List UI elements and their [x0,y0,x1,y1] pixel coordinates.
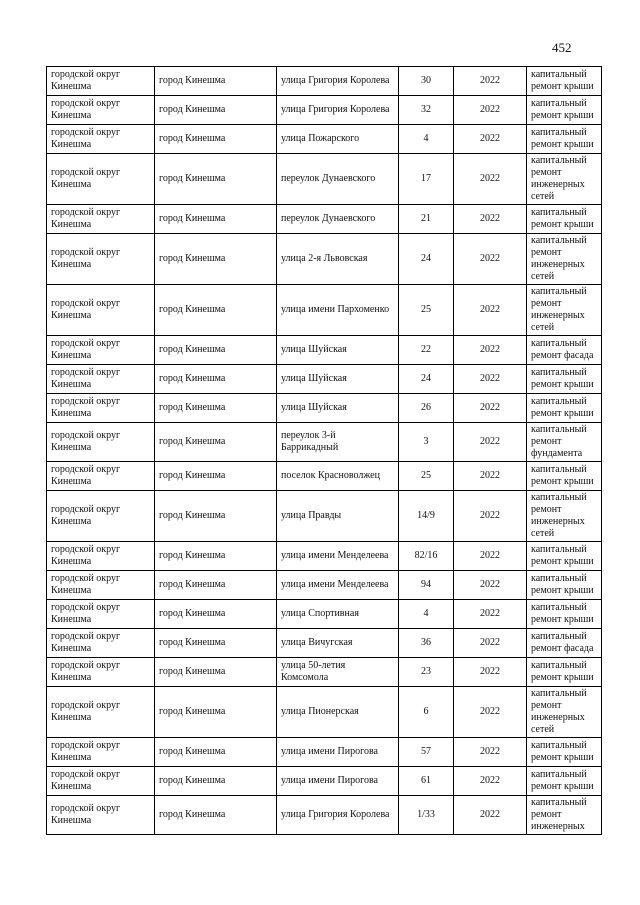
house-number-cell: 23 [399,658,454,687]
municipality-cell: городской округ Кинешма [47,423,155,462]
work-type-cell: капитальный ремонт фасада [527,336,602,365]
work-type-cell: капитальный ремонт крыши [527,125,602,154]
house-number-cell: 1/33 [399,796,454,835]
table-row [47,125,602,154]
work-type-cell: капитальный ремонт инженерных сетей [527,154,602,205]
municipality-cell: городской округ Кинешма [47,629,155,658]
municipality-cell: городской округ Кинешма [47,600,155,629]
municipality-cell: городской округ Кинешма [47,796,155,835]
house-number-cell: 21 [399,205,454,234]
work-type-cell: капитальный ремонт инженерных сетей [527,491,602,542]
table-row [47,336,602,365]
street-cell: улица Григория Королева [277,96,399,125]
work-type-cell: капитальный ремонт крыши [527,542,602,571]
table-row [47,796,602,835]
table-row [47,738,602,767]
city-cell: город Кинешма [155,600,277,629]
house-number-cell: 30 [399,67,454,96]
table-row [47,423,602,462]
year-cell: 2022 [454,658,527,687]
table-row [47,542,602,571]
year-cell: 2022 [454,571,527,600]
street-cell: улица Правды [277,491,399,542]
year-cell: 2022 [454,205,527,234]
year-cell: 2022 [454,96,527,125]
work-type-cell: капитальный ремонт крыши [527,738,602,767]
house-number-cell: 17 [399,154,454,205]
year-cell: 2022 [454,738,527,767]
street-cell: улица имени Менделеева [277,571,399,600]
street-cell: улица Спортивная [277,600,399,629]
city-cell: город Кинешма [155,658,277,687]
city-cell: город Кинешма [155,796,277,835]
work-type-cell: капитальный ремонт крыши [527,67,602,96]
municipality-cell: городской округ Кинешма [47,738,155,767]
table-row [47,96,602,125]
city-cell: город Кинешма [155,125,277,154]
city-cell: город Кинешма [155,629,277,658]
year-cell: 2022 [454,542,527,571]
street-cell: переулок Дунаевского [277,154,399,205]
table-row [47,285,602,336]
street-cell: улица Пионерская [277,687,399,738]
year-cell: 2022 [454,462,527,491]
street-cell: улица 2-я Львовская [277,234,399,285]
house-number-cell: 4 [399,125,454,154]
table-row [47,571,602,600]
municipality-cell: городской округ Кинешма [47,336,155,365]
housing-repair-table [46,66,602,835]
street-cell: поселок Красноволжец [277,462,399,491]
street-cell: улица имени Менделеева [277,542,399,571]
street-cell: улица имени Пирогова [277,738,399,767]
table-row [47,234,602,285]
municipality-cell: городской округ Кинешма [47,491,155,542]
year-cell: 2022 [454,600,527,629]
street-cell: улица Григория Королева [277,67,399,96]
municipality-cell: городской округ Кинешма [47,394,155,423]
house-number-cell: 6 [399,687,454,738]
year-cell: 2022 [454,394,527,423]
house-number-cell: 26 [399,394,454,423]
year-cell: 2022 [454,491,527,542]
street-cell: улица Пожарского [277,125,399,154]
year-cell: 2022 [454,125,527,154]
city-cell: город Кинешма [155,67,277,96]
table-row [47,658,602,687]
table-row [47,205,602,234]
work-type-cell: капитальный ремонт крыши [527,767,602,796]
municipality-cell: городской округ Кинешма [47,96,155,125]
year-cell: 2022 [454,154,527,205]
table-row [47,767,602,796]
city-cell: город Кинешма [155,542,277,571]
house-number-cell: 82/16 [399,542,454,571]
house-number-cell: 22 [399,336,454,365]
table-row [47,600,602,629]
work-type-cell: капитальный ремонт фундамента [527,423,602,462]
street-cell: улица Григория Королева [277,796,399,835]
work-type-cell: капитальный ремонт инженерных сетей [527,234,602,285]
municipality-cell: городской округ Кинешма [47,767,155,796]
street-cell: переулок 3-й Баррикадный [277,423,399,462]
year-cell: 2022 [454,336,527,365]
year-cell: 2022 [454,767,527,796]
city-cell: город Кинешма [155,767,277,796]
table-row [47,687,602,738]
city-cell: город Кинешма [155,285,277,336]
street-cell: улица Шуйская [277,365,399,394]
city-cell: город Кинешма [155,205,277,234]
municipality-cell: городской округ Кинешма [47,285,155,336]
city-cell: город Кинешма [155,234,277,285]
house-number-cell: 57 [399,738,454,767]
work-type-cell: капитальный ремонт крыши [527,205,602,234]
year-cell: 2022 [454,796,527,835]
year-cell: 2022 [454,687,527,738]
house-number-cell: 24 [399,365,454,394]
city-cell: город Кинешма [155,571,277,600]
city-cell: город Кинешма [155,491,277,542]
table-row [47,491,602,542]
municipality-cell: городской округ Кинешма [47,365,155,394]
work-type-cell: капитальный ремонт инженерных [527,796,602,835]
year-cell: 2022 [454,629,527,658]
table-row [47,462,602,491]
work-type-cell: капитальный ремонт крыши [527,96,602,125]
table-row [47,394,602,423]
street-cell: улица имени Пархоменко [277,285,399,336]
house-number-cell: 61 [399,767,454,796]
table-row [47,365,602,394]
street-cell: улица 50-летия Комсомола [277,658,399,687]
municipality-cell: городской округ Кинешма [47,571,155,600]
house-number-cell: 36 [399,629,454,658]
table-row [47,629,602,658]
municipality-cell: городской округ Кинешма [47,687,155,738]
house-number-cell: 25 [399,462,454,491]
municipality-cell: городской округ Кинешма [47,234,155,285]
street-cell: улица Шуйская [277,394,399,423]
work-type-cell: капитальный ремонт крыши [527,365,602,394]
table-row [47,67,602,96]
city-cell: город Кинешма [155,365,277,394]
house-number-cell: 24 [399,234,454,285]
house-number-cell: 32 [399,96,454,125]
house-number-cell: 4 [399,600,454,629]
year-cell: 2022 [454,234,527,285]
city-cell: город Кинешма [155,462,277,491]
table-row [47,154,602,205]
city-cell: город Кинешма [155,394,277,423]
city-cell: город Кинешма [155,738,277,767]
municipality-cell: городской округ Кинешма [47,125,155,154]
city-cell: город Кинешма [155,154,277,205]
street-cell: улица Вичугская [277,629,399,658]
city-cell: город Кинешма [155,687,277,738]
city-cell: город Кинешма [155,423,277,462]
year-cell: 2022 [454,365,527,394]
work-type-cell: капитальный ремонт крыши [527,571,602,600]
house-number-cell: 14/9 [399,491,454,542]
year-cell: 2022 [454,423,527,462]
work-type-cell: капитальный ремонт инженерных сетей [527,285,602,336]
work-type-cell: капитальный ремонт фасада [527,629,602,658]
municipality-cell: городской округ Кинешма [47,658,155,687]
municipality-cell: городской округ Кинешма [47,154,155,205]
work-type-cell: капитальный ремонт крыши [527,600,602,629]
city-cell: город Кинешма [155,96,277,125]
page-number: 452 [552,40,572,55]
work-type-cell: капитальный ремонт крыши [527,462,602,491]
year-cell: 2022 [454,67,527,96]
house-number-cell: 94 [399,571,454,600]
municipality-cell: городской округ Кинешма [47,462,155,491]
municipality-cell: городской округ Кинешма [47,205,155,234]
year-cell: 2022 [454,285,527,336]
street-cell: улица имени Пирогова [277,767,399,796]
municipality-cell: городской округ Кинешма [47,67,155,96]
street-cell: улица Шуйская [277,336,399,365]
municipality-cell: городской округ Кинешма [47,542,155,571]
city-cell: город Кинешма [155,336,277,365]
house-number-cell: 3 [399,423,454,462]
street-cell: переулок Дунаевского [277,205,399,234]
work-type-cell: капитальный ремонт крыши [527,394,602,423]
work-type-cell: капитальный ремонт инженерных сетей [527,687,602,738]
house-number-cell: 25 [399,285,454,336]
work-type-cell: капитальный ремонт крыши [527,658,602,687]
